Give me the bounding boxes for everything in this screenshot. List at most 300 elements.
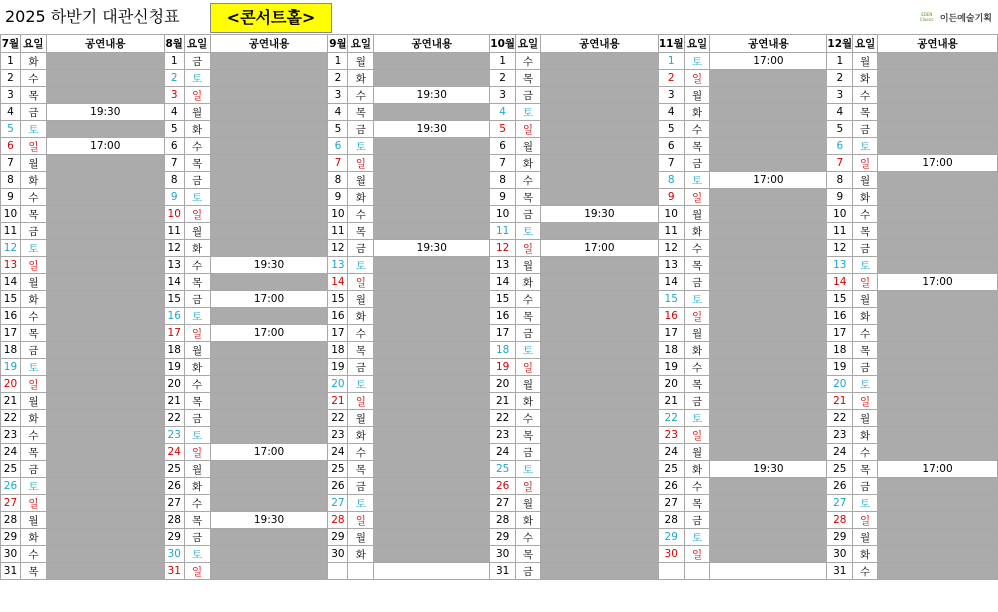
booking-slot-cell[interactable] [710,274,827,291]
weekday-header: 요일 [684,35,710,53]
weekday-cell: 월 [853,529,878,546]
header-row [1,35,998,53]
date-cell: 20 [827,376,853,393]
booking-slot-cell[interactable] [710,444,827,461]
booking-slot-cell[interactable] [46,189,164,206]
booking-slot-cell[interactable] [540,257,658,274]
weekday-cell: 화 [348,70,374,87]
booking-slot-cell[interactable] [878,325,998,342]
booking-slot-cell[interactable] [710,240,827,257]
date-cell: 26 [658,478,684,495]
booking-slot-cell[interactable] [878,393,998,410]
booking-slot-cell[interactable] [878,138,998,155]
date-cell: 13 [827,257,853,274]
booking-slot-cell[interactable] [374,70,490,87]
weekday-cell: 금 [684,512,710,529]
date-cell: 24 [328,444,348,461]
weekday-cell: 목 [184,155,210,172]
booking-slot-cell[interactable] [374,325,490,342]
date-cell: 24 [164,444,184,461]
booking-slot-cell[interactable] [210,53,328,70]
weekday-cell: 일 [516,121,541,138]
booking-slot-cell[interactable] [878,512,998,529]
booking-slot-cell[interactable] [374,393,490,410]
weekday-cell: 금 [516,563,541,580]
booking-slot-cell[interactable] [46,427,164,444]
performance-time-cell[interactable]: 19:30 [210,512,328,529]
performance-time-cell[interactable]: 19:30 [210,257,328,274]
weekday-cell: 일 [853,274,878,291]
date-cell: 14 [164,274,184,291]
booking-slot-cell[interactable] [374,444,490,461]
weekday-cell: 월 [184,223,210,240]
booking-slot-cell[interactable] [46,444,164,461]
booking-slot-cell[interactable] [46,529,164,546]
date-cell: 28 [1,512,21,529]
booking-slot-cell[interactable] [46,223,164,240]
booking-slot-cell[interactable] [540,546,658,563]
date-cell: 1 [490,53,516,70]
weekday-cell: 토 [20,478,46,495]
weekday-cell: 일 [684,546,710,563]
booking-slot-cell[interactable] [374,104,490,121]
date-cell: 22 [328,410,348,427]
booking-slot-cell[interactable] [374,138,490,155]
booking-slot-cell[interactable] [710,410,827,427]
performance-time-cell[interactable]: 17:00 [710,172,827,189]
booking-slot-cell[interactable] [46,376,164,393]
weekday-cell: 금 [184,529,210,546]
booking-slot-cell[interactable] [210,410,328,427]
booking-slot-cell[interactable] [210,189,328,206]
date-cell: 1 [658,53,684,70]
date-cell: 13 [490,257,516,274]
booking-slot-cell[interactable] [878,563,998,580]
booking-slot-cell[interactable] [540,444,658,461]
booking-slot-cell[interactable] [878,444,998,461]
booking-slot-cell[interactable] [540,274,658,291]
date-cell: 4 [1,104,21,121]
booking-slot-cell[interactable] [374,342,490,359]
weekday-cell: 수 [20,189,46,206]
booking-slot-cell[interactable] [878,376,998,393]
booking-slot-cell[interactable] [878,410,998,427]
booking-slot-cell[interactable] [374,53,490,70]
booking-slot-cell[interactable] [374,529,490,546]
weekday-cell: 목 [20,325,46,342]
booking-slot-cell[interactable] [46,53,164,70]
date-cell: 22 [490,410,516,427]
booking-slot-cell[interactable] [878,87,998,104]
booking-slot-cell[interactable] [878,308,998,325]
booking-slot-cell[interactable] [210,121,328,138]
booking-slot-cell[interactable] [710,223,827,240]
booking-slot-cell[interactable] [46,325,164,342]
booking-slot-cell[interactable] [540,308,658,325]
date-cell: 26 [328,478,348,495]
booking-slot-cell[interactable] [46,87,164,104]
weekday-cell: 월 [348,291,374,308]
booking-slot-cell[interactable] [46,240,164,257]
booking-slot-cell[interactable] [210,155,328,172]
table-row [1,495,998,512]
booking-slot-cell[interactable] [878,189,998,206]
weekday-cell: 토 [516,342,541,359]
booking-slot-cell[interactable] [878,342,998,359]
date-cell: 21 [328,393,348,410]
booking-slot-cell[interactable] [374,563,490,580]
date-cell: 19 [827,359,853,376]
date-cell: 28 [827,512,853,529]
date-cell: 25 [328,461,348,478]
weekday-cell: 금 [348,240,374,257]
weekday-cell: 화 [348,308,374,325]
performance-time-cell[interactable]: 17:00 [540,240,658,257]
booking-slot-cell[interactable] [210,427,328,444]
booking-slot-cell[interactable] [710,308,827,325]
booking-slot-cell[interactable] [46,274,164,291]
performance-time-cell[interactable]: 17:00 [210,291,328,308]
booking-slot-cell[interactable] [878,223,998,240]
booking-slot-cell[interactable] [374,461,490,478]
booking-slot-cell[interactable] [46,291,164,308]
date-cell: 16 [827,308,853,325]
performance-time-cell[interactable]: 17:00 [878,461,998,478]
booking-slot-cell[interactable] [210,478,328,495]
booking-slot-cell[interactable] [374,478,490,495]
weekday-cell: 목 [348,342,374,359]
booking-slot-cell[interactable] [710,495,827,512]
date-cell: 1 [328,53,348,70]
performance-time-cell[interactable]: 19:30 [374,87,490,104]
weekday-cell: 토 [853,495,878,512]
booking-slot-cell[interactable] [46,206,164,223]
date-cell: 10 [1,206,21,223]
booking-slot-cell[interactable] [46,70,164,87]
weekday-cell: 토 [853,257,878,274]
booking-slot-cell[interactable] [710,546,827,563]
booking-slot-cell[interactable] [46,393,164,410]
weekday-cell: 일 [20,495,46,512]
performance-time-cell[interactable]: 19:30 [540,206,658,223]
weekday-cell: 월 [853,53,878,70]
booking-slot-cell[interactable] [46,155,164,172]
booking-slot-cell[interactable] [540,138,658,155]
booking-slot-cell[interactable] [374,206,490,223]
booking-slot-cell[interactable] [878,53,998,70]
weekday-cell: 수 [684,359,710,376]
booking-slot-cell[interactable] [878,478,998,495]
booking-slot-cell[interactable] [710,478,827,495]
booking-slot-cell[interactable] [540,189,658,206]
booking-slot-cell[interactable] [878,291,998,308]
date-cell: 17 [328,325,348,342]
booking-slot-cell[interactable] [210,495,328,512]
booking-slot-cell[interactable] [710,393,827,410]
booking-slot-cell[interactable] [710,189,827,206]
weekday-cell: 수 [184,495,210,512]
booking-slot-cell[interactable] [540,223,658,240]
booking-slot-cell[interactable] [210,70,328,87]
weekday-cell: 일 [684,427,710,444]
weekday-cell: 수 [184,138,210,155]
performance-time-cell[interactable]: 19:30 [374,121,490,138]
date-cell: 29 [164,529,184,546]
weekday-cell: 목 [20,87,46,104]
weekday-cell: 토 [684,410,710,427]
booking-slot-cell[interactable] [878,240,998,257]
booking-slot-cell[interactable] [540,291,658,308]
booking-slot-cell[interactable] [878,359,998,376]
weekday-cell: 목 [184,393,210,410]
booking-slot-cell[interactable] [710,563,827,580]
booking-slot-cell[interactable] [210,546,328,563]
booking-slot-cell[interactable] [878,257,998,274]
weekday-cell: 월 [348,53,374,70]
date-cell: 25 [658,461,684,478]
booking-slot-cell[interactable] [878,172,998,189]
performance-time-cell[interactable]: 17:00 [210,444,328,461]
date-cell: 18 [164,342,184,359]
performance-time-cell[interactable]: 17:00 [878,274,998,291]
booking-slot-cell[interactable] [710,87,827,104]
booking-slot-cell[interactable] [878,495,998,512]
performance-time-cell[interactable]: 19:30 [374,240,490,257]
booking-slot-cell[interactable] [540,342,658,359]
booking-slot-cell[interactable] [374,223,490,240]
date-cell: 29 [328,529,348,546]
booking-slot-cell[interactable] [710,529,827,546]
weekday-cell: 화 [684,223,710,240]
table-row [1,138,998,155]
booking-slot-cell[interactable] [46,410,164,427]
booking-slot-cell[interactable] [210,308,328,325]
booking-slot-cell[interactable] [46,308,164,325]
booking-slot-cell[interactable] [710,70,827,87]
booking-slot-cell[interactable] [540,53,658,70]
date-cell: 27 [658,495,684,512]
booking-slot-cell[interactable] [210,240,328,257]
date-cell: 16 [328,308,348,325]
booking-slot-cell[interactable] [374,308,490,325]
booking-slot-cell[interactable] [878,529,998,546]
date-cell: 26 [1,478,21,495]
booking-slot-cell[interactable] [374,512,490,529]
date-cell: 19 [1,359,21,376]
weekday-cell: 금 [853,359,878,376]
booking-slot-cell[interactable] [710,427,827,444]
weekday-cell: 수 [853,87,878,104]
date-cell: 20 [328,376,348,393]
weekday-cell: 화 [853,546,878,563]
date-cell: 25 [827,461,853,478]
booking-slot-cell[interactable] [210,529,328,546]
weekday-cell: 수 [853,563,878,580]
weekday-cell: 수 [516,291,541,308]
booking-slot-cell[interactable] [374,257,490,274]
weekday-cell: 금 [684,155,710,172]
booking-slot-cell[interactable] [374,274,490,291]
booking-slot-cell[interactable] [540,325,658,342]
booking-slot-cell[interactable] [540,172,658,189]
booking-slot-cell[interactable] [540,529,658,546]
weekday-cell: 목 [516,427,541,444]
booking-slot-cell[interactable] [878,104,998,121]
booking-slot-cell[interactable] [210,172,328,189]
date-cell: 26 [164,478,184,495]
weekday-cell: 일 [184,444,210,461]
booking-slot-cell[interactable] [878,121,998,138]
weekday-cell: 수 [853,444,878,461]
booking-slot-cell[interactable] [540,70,658,87]
booking-slot-cell[interactable] [210,87,328,104]
date-cell: 24 [490,444,516,461]
booking-slot-cell[interactable] [540,427,658,444]
booking-slot-cell[interactable] [46,172,164,189]
booking-slot-cell[interactable] [46,342,164,359]
booking-slot-cell[interactable] [210,223,328,240]
weekday-cell: 일 [20,257,46,274]
booking-slot-cell[interactable] [374,376,490,393]
booking-slot-cell[interactable] [710,257,827,274]
booking-slot-cell[interactable] [210,359,328,376]
booking-slot-cell[interactable] [46,495,164,512]
booking-slot-cell[interactable] [710,206,827,223]
booking-slot-cell[interactable] [710,155,827,172]
booking-slot-cell[interactable] [878,70,998,87]
weekday-cell: 일 [684,189,710,206]
booking-slot-cell[interactable] [710,121,827,138]
date-cell: 4 [490,104,516,121]
booking-slot-cell[interactable] [710,342,827,359]
booking-slot-cell[interactable] [540,393,658,410]
booking-slot-cell[interactable] [210,461,328,478]
booking-slot-cell[interactable] [540,104,658,121]
booking-slot-cell[interactable] [374,546,490,563]
booking-slot-cell[interactable] [540,376,658,393]
booking-slot-cell[interactable] [878,546,998,563]
date-cell: 19 [658,359,684,376]
weekday-cell: 일 [684,70,710,87]
performance-time-cell[interactable]: 19:30 [710,461,827,478]
table-row [1,359,998,376]
booking-slot-cell[interactable] [540,461,658,478]
date-cell [328,563,348,580]
booking-slot-cell[interactable] [540,512,658,529]
weekday-cell: 일 [516,359,541,376]
date-cell: 5 [658,121,684,138]
weekday-cell: 월 [853,410,878,427]
booking-slot-cell[interactable] [878,206,998,223]
booking-slot-cell[interactable] [540,495,658,512]
booking-slot-cell[interactable] [46,563,164,580]
booking-slot-cell[interactable] [540,478,658,495]
booking-slot-cell[interactable] [46,359,164,376]
booking-slot-cell[interactable] [374,189,490,206]
performance-time-cell[interactable]: 19:30 [46,104,164,121]
booking-slot-cell[interactable] [540,87,658,104]
weekday-cell: 토 [184,70,210,87]
weekday-cell: 목 [684,495,710,512]
booking-slot-cell[interactable] [210,104,328,121]
performance-time-cell[interactable]: 17:00 [878,155,998,172]
weekday-cell: 월 [348,529,374,546]
weekday-cell: 수 [20,70,46,87]
booking-slot-cell[interactable] [374,172,490,189]
date-cell: 11 [328,223,348,240]
booking-slot-cell[interactable] [210,342,328,359]
date-cell: 31 [490,563,516,580]
weekday-cell: 금 [684,274,710,291]
table-row [1,87,998,104]
date-cell: 31 [164,563,184,580]
date-cell: 21 [1,393,21,410]
date-cell: 14 [328,274,348,291]
booking-slot-cell[interactable] [46,257,164,274]
date-cell: 10 [658,206,684,223]
booking-slot-cell[interactable] [710,359,827,376]
booking-slot-cell[interactable] [540,359,658,376]
booking-slot-cell[interactable] [210,274,328,291]
booking-slot-cell[interactable] [540,563,658,580]
date-cell: 2 [658,70,684,87]
weekday-cell: 금 [20,461,46,478]
booking-slot-cell[interactable] [46,478,164,495]
booking-slot-cell[interactable] [374,495,490,512]
booking-slot-cell[interactable] [210,563,328,580]
weekday-cell: 목 [853,461,878,478]
booking-slot-cell[interactable] [710,104,827,121]
date-cell: 7 [490,155,516,172]
date-cell: 12 [1,240,21,257]
weekday-cell: 월 [184,461,210,478]
weekday-cell: 월 [20,274,46,291]
booking-slot-cell[interactable] [540,121,658,138]
booking-slot-cell[interactable] [210,138,328,155]
booking-slot-cell[interactable] [374,359,490,376]
booking-slot-cell[interactable] [46,512,164,529]
booking-slot-cell[interactable] [878,427,998,444]
table-row [1,342,998,359]
booking-slot-cell[interactable] [210,206,328,223]
booking-slot-cell[interactable] [210,376,328,393]
booking-slot-cell[interactable] [46,546,164,563]
booking-slot-cell[interactable] [540,155,658,172]
booking-slot-cell[interactable] [710,325,827,342]
performance-time-cell[interactable]: 17:00 [46,138,164,155]
booking-slot-cell[interactable] [374,155,490,172]
booking-slot-cell[interactable] [374,291,490,308]
performance-time-cell[interactable]: 17:00 [710,53,827,70]
weekday-cell: 월 [184,104,210,121]
booking-slot-cell[interactable] [46,121,164,138]
booking-slot-cell[interactable] [374,427,490,444]
booking-slot-cell[interactable] [46,461,164,478]
date-cell: 10 [328,206,348,223]
performance-time-cell[interactable]: 17:00 [210,325,328,342]
date-cell: 23 [658,427,684,444]
booking-slot-cell[interactable] [710,291,827,308]
booking-slot-cell[interactable] [374,410,490,427]
booking-slot-cell[interactable] [710,376,827,393]
date-cell: 20 [164,376,184,393]
booking-slot-cell[interactable] [540,410,658,427]
booking-slot-cell[interactable] [210,393,328,410]
date-cell: 13 [328,257,348,274]
weekday-cell: 목 [516,546,541,563]
booking-slot-cell[interactable] [710,138,827,155]
booking-slot-cell[interactable] [710,512,827,529]
